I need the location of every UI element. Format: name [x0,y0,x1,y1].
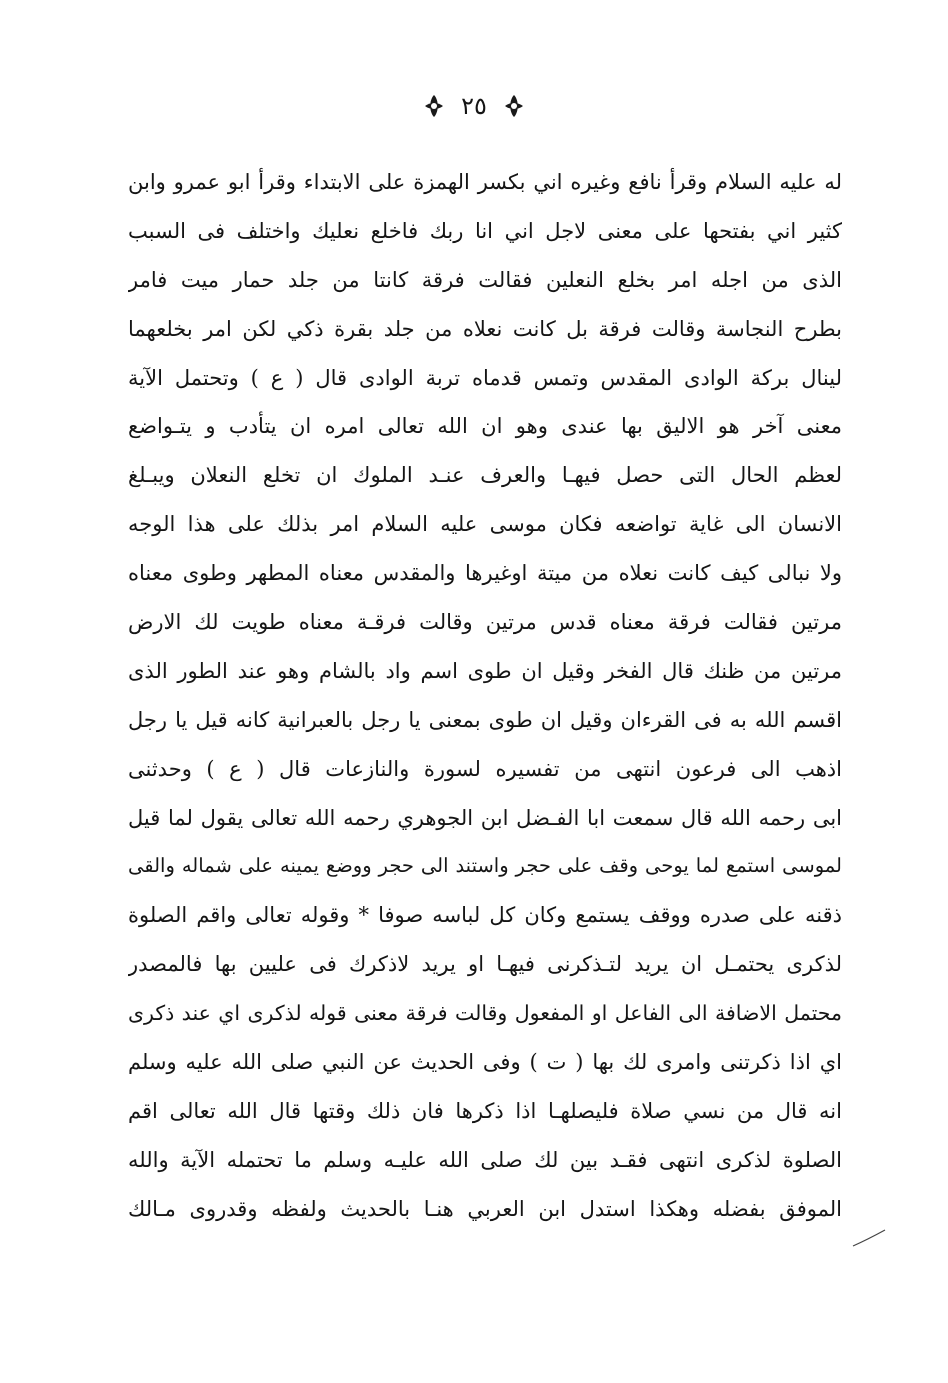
text-line: اذهب الى فرعون انتهى من تفسيره لسورة والنازعات قال ( ع ) وحدثنى [128,756,842,781]
text-line: ابى رحمه الله قال سمعت ابا الفـضل ابن الجوهري رحمه الله تعالى يقول لما قيل [128,805,842,830]
text-line: كثير اني بفتحها على معنى لاجل اني انا ربك فاخلع نعليك واختلف فى السبب [128,218,842,243]
body-text [128,158,842,1234]
text-line: ذقنه على صدره ووقف يستمع وكان كل لباسه صوفا * وقوله تعالى واقم الصلوة [128,903,842,928]
page-number: ٢٥ [461,92,487,120]
text-line: له عليه السلام وقرأ نافع وغيره اني بكسر الهمزة على الابتداء وقرأ ابو عمرو وابن [128,170,842,194]
text-line: اي اذا ذكرتنى وامرى لك بها ( ت ) وفى الحديث عن النبي صلى الله عليه وسلم [128,1050,842,1075]
text-line: الموفق بفضله وهكذا استدل ابن العربي هنـا بالحديث ولفظه وقدروى مـالك [128,1196,842,1221]
text-line: الصلوة لذكرى انتهى فقـد بين لك صلى الله عليـه وسلم ما تحتمله الآية والله [128,1147,842,1172]
pen-stroke-mark [852,1228,886,1248]
text-line: لموسى استمع لما يوحى وقف على حجر واستند الى حجر ووضع يمينه على شماله والقى [128,854,842,878]
text-line: انه قال من نسي صلاة فليصلهـا اذا ذكرها فان ذلك وقتها قال الله تعالى اقم [128,1098,842,1123]
text-line: ولا نبالى كيف كانت نعلاه من ميتة اوغيرها والمقدس معناه المطهر وطوى معناه [128,561,842,586]
ornament-left-icon [421,93,447,119]
text-line: الذى من اجله امر بخلع النعلين فقالت فرقة كانتا من جلد حمار ميت فامر [128,267,842,292]
text-line: لذكرى يحتمـل ان يريد لتـذكرنى فيهـا او يريد لاذكرك فى عليين بها فالمصدر [128,952,842,977]
text-line: مرتين من ظنك قال الفخر وقيل ان طوى اسم واد بالشام وهو عند الطور الذى [128,658,842,683]
text-line: محتمل الاضافة الى الفاعل او المفعول وقالت فرقة معنى قوله لذكرى اي عند ذكرى [128,1001,842,1026]
text-line: لعظم الحال التى حصل فيهـا والعرف عنـد الملوك ان تخلع النعلان ويبـلغ [128,463,842,488]
text-line: مرتين فقالت فرقة معناه قدس مرتين وقالت فرقـة معناه طويت لك الارض [128,610,842,635]
text-line: معنى آخر هو الاليق بها عندى وهو ان الله تعالى امره ان يتأدب و يتـواضع [128,414,842,439]
ornament-right-icon [501,93,527,119]
text-line: بطرح النجاسة وقالت فرقة بل كانت نعلاه من جلد بقرة ذكي لكن امر بخلعهما [128,316,842,341]
text-line: اقسم الله به فى القرءان وقيل ان طوى بمعنى يا رجل بالعبرانية كانه قيل يا رجل [128,707,842,732]
text-line: الانسان الى غاية تواضعه فكان موسى عليه السلام امر بذلك على هذا الوجه [128,512,842,537]
text-line: لينال بركة الوادى المقدس وتمس قدماه تربة الوادى قال ( ع ) وتحتمل الآية [128,365,842,390]
page-header [0,84,948,128]
